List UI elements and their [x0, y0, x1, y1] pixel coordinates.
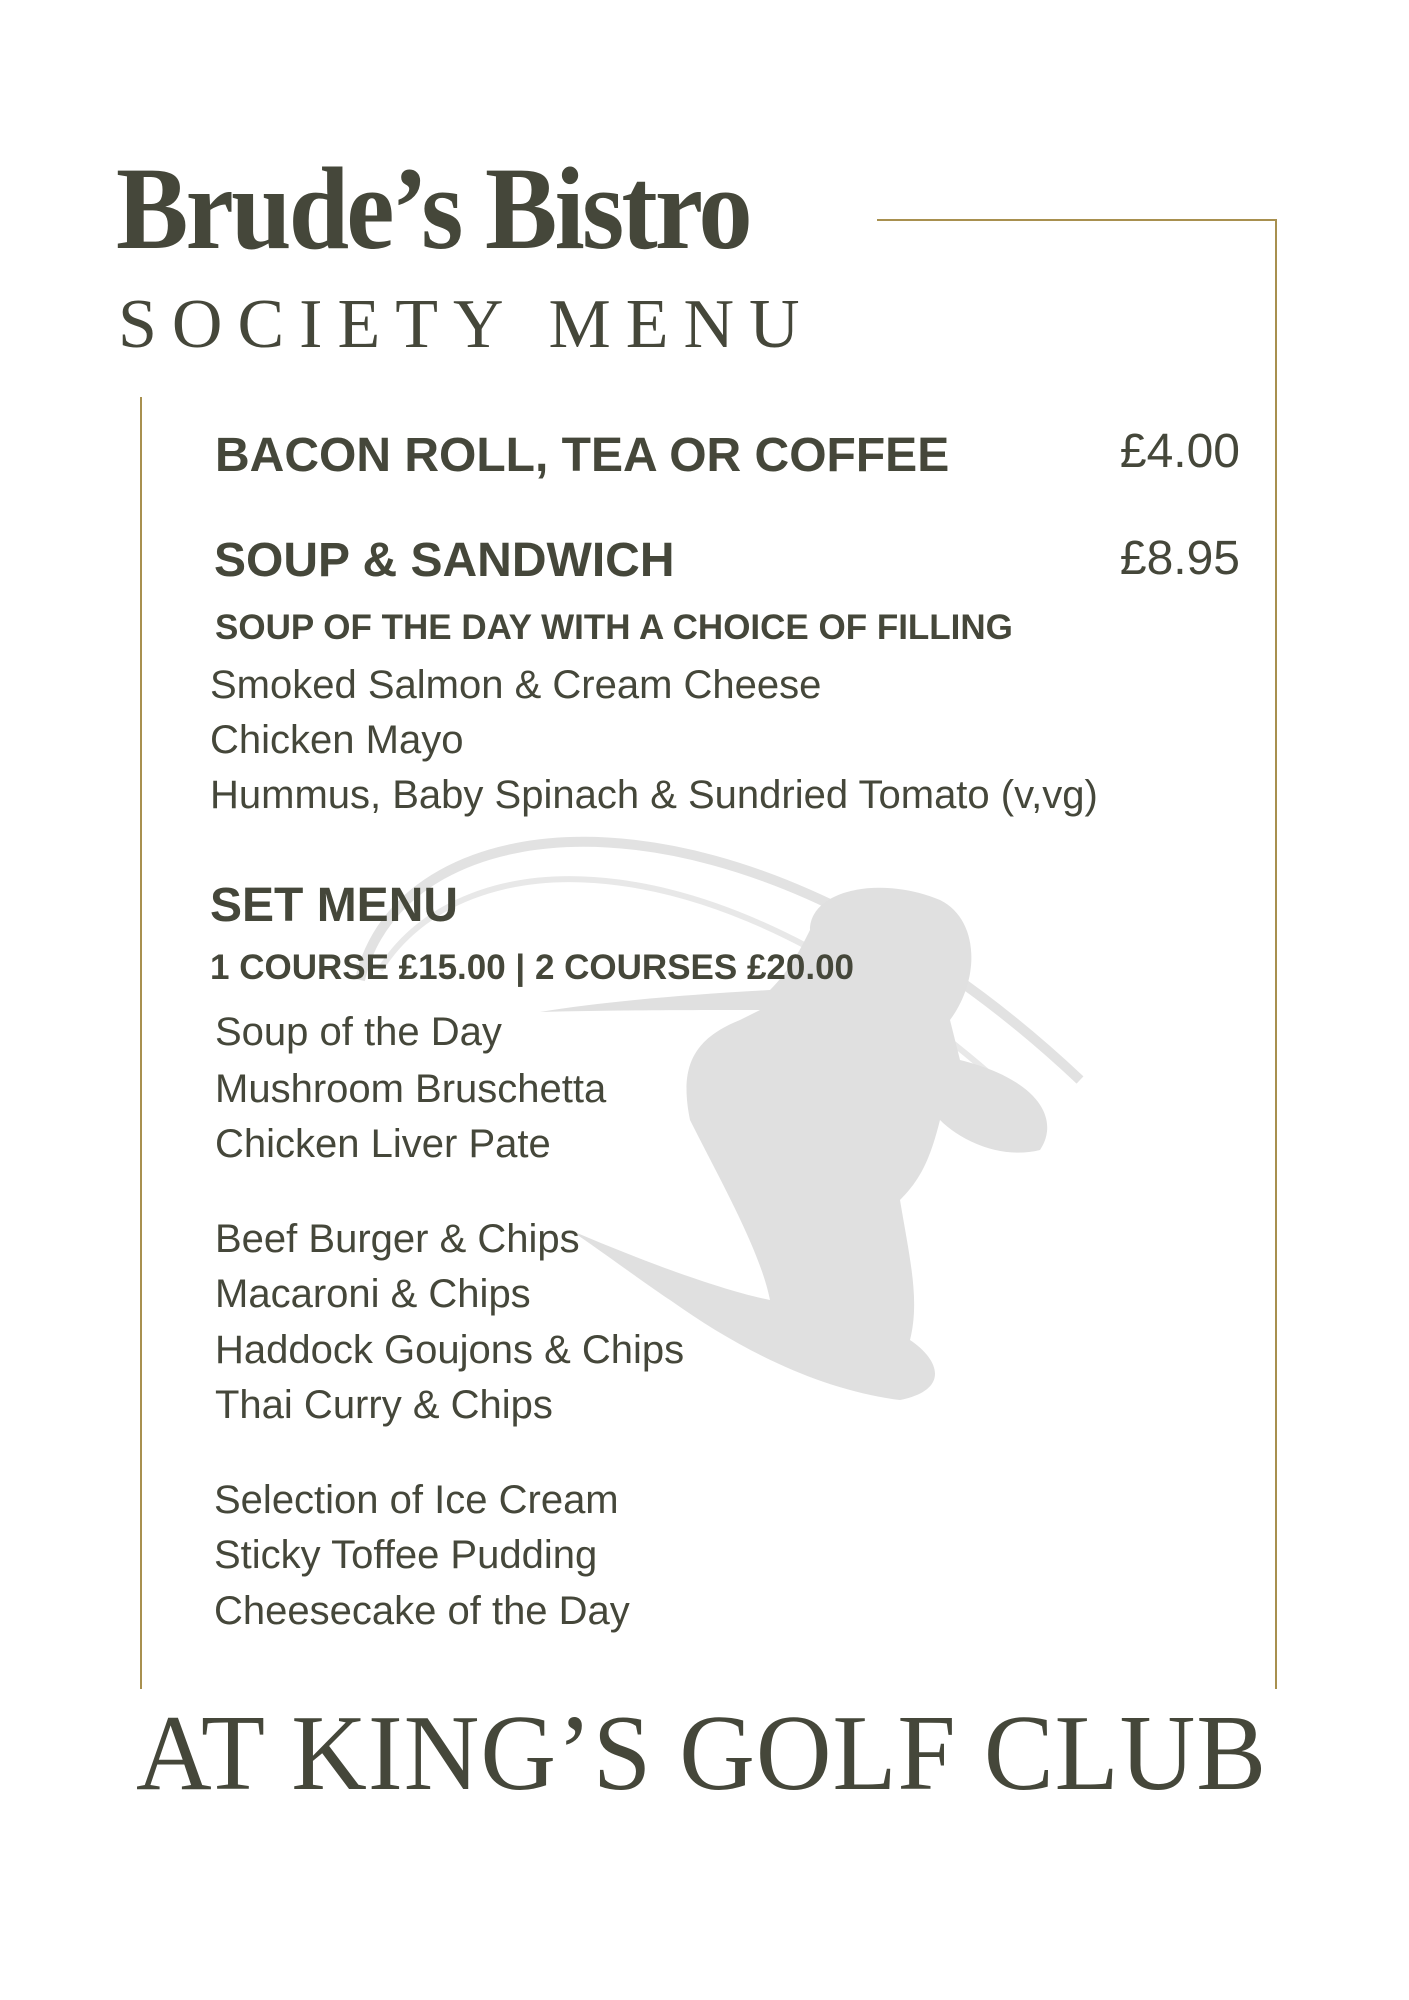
menu-subtitle: SOCIETY MENU — [118, 286, 815, 363]
main-item: Thai Curry & Chips — [215, 1383, 553, 1427]
main-item: Beef Burger & Chips — [215, 1217, 580, 1261]
restaurant-title: Brude’s Bistro — [116, 143, 750, 274]
frame-top-line — [877, 219, 1276, 221]
price-soup-sandwich: £8.95 — [1119, 532, 1240, 585]
footer-club-name: AT KING’S GOLF CLUB — [136, 1694, 1268, 1813]
section-subtitle-soup: SOUP OF THE DAY WITH A CHOICE OF FILLING — [215, 608, 1013, 647]
section-title-bacon-roll: BACON ROLL, TEA OR COFFEE — [215, 429, 950, 482]
starter-item: Mushroom Bruschetta — [215, 1067, 607, 1111]
dessert-item: Selection of Ice Cream — [214, 1478, 619, 1522]
dessert-item: Cheesecake of the Day — [214, 1589, 630, 1633]
menu-item: Hummus, Baby Spinach & Sundried Tomato (v,vg) — [210, 773, 1098, 817]
section-title-soup-sandwich: SOUP & SANDWICH — [214, 534, 675, 587]
section-subtitle-set-menu: 1 COURSE £15.00 | 2 COURSES £20.00 — [210, 948, 854, 987]
frame-right-line — [1275, 219, 1277, 1689]
price-bacon-roll: £4.00 — [1119, 425, 1240, 478]
menu-item: Chicken Mayo — [210, 718, 464, 762]
starter-item: Chicken Liver Pate — [215, 1122, 551, 1166]
section-title-set-menu: SET MENU — [210, 879, 459, 932]
dessert-item: Sticky Toffee Pudding — [214, 1533, 598, 1577]
main-item: Macaroni & Chips — [215, 1272, 531, 1316]
main-item: Haddock Goujons & Chips — [215, 1328, 685, 1372]
menu-item: Smoked Salmon & Cream Cheese — [210, 663, 822, 707]
starter-item: Soup of the Day — [215, 1010, 502, 1054]
frame-left-line — [140, 397, 142, 1689]
